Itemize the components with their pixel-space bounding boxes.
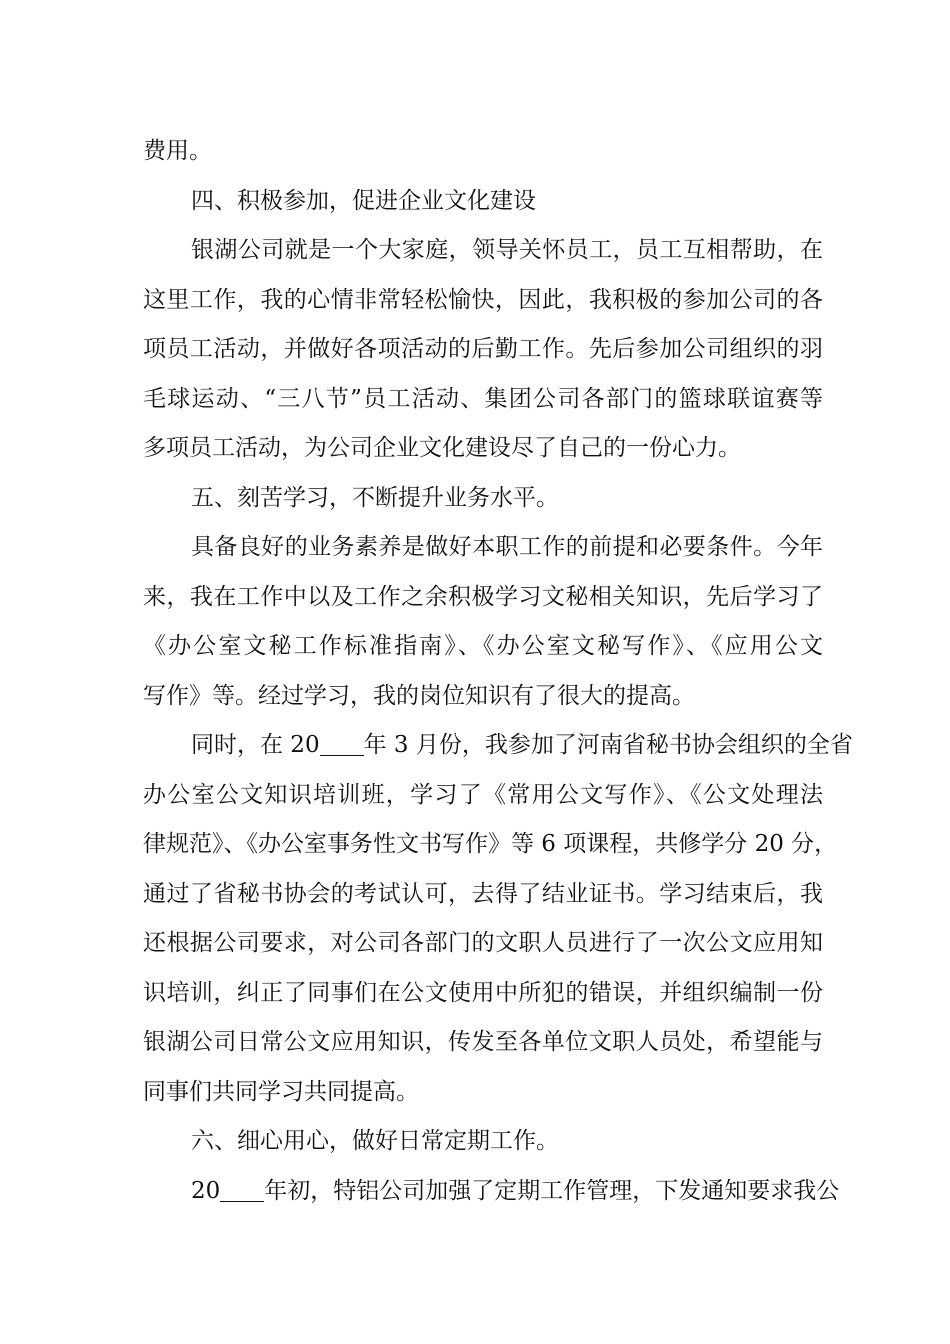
body-line: 还根据公司要求，对公司各部门的文职人员进行了一次公文应用知 (143, 930, 823, 956)
line-text-after-blank: 年初，特铝公司加强了定期工作管理，下发通知要求我公 (264, 1178, 840, 1204)
body-line: 《办公室文秘工作标准指南》、《办公室文秘写作》、《应用公文 (143, 633, 823, 659)
body-line-with-blank (191, 1171, 840, 1211)
body-line: 毛球运动、“三八节”员工活动、集团公司各部门的篮球联谊赛等 (143, 386, 823, 412)
body-line: 来，我在工作中以及工作之余积极学习文秘相关知识，先后学习了 (143, 584, 823, 610)
body-line-with-blank (191, 725, 853, 765)
body-line: 同事们共同学习共同提高。 (143, 1079, 419, 1105)
section-heading-4: 四、积极参加，促进企业文化建设 (191, 188, 536, 214)
section-heading-6: 六、细心用心，做好日常定期工作。 (191, 1128, 559, 1154)
line-text-after-blank: 年 3 月份，我参加了河南省秘书协会组织的全省 (363, 732, 853, 758)
body-line: 具备良好的业务素养是做好本职工作的前提和必要条件。今年 (191, 534, 823, 560)
body-line: 律规范》、《办公室事务性文书写作》等 6 项课程，共修学分 20 分， (143, 831, 838, 857)
body-line: 银湖公司日常公文应用知识，传发至各单位文职人员处，希望能与 (143, 1029, 823, 1055)
body-line: 多项员工活动，为公司企业文化建设尽了自己的一份心力。 (143, 435, 741, 461)
body-line: 识培训，纠正了同事们在公文使用中所犯的错误，并组织编制一份 (143, 980, 823, 1006)
body-line: 写作》等。经过学习，我的岗位知识有了很大的提高。 (143, 683, 695, 709)
fill-in-blank (320, 733, 364, 756)
body-line: 这里工作，我的心情非常轻松愉快，因此，我积极的参加公司的各 (143, 287, 823, 313)
body-line: 项员工活动，并做好各项活动的后勤工作。先后参加公司组织的羽 (143, 336, 823, 362)
fill-in-blank (220, 1179, 264, 1202)
line-text-before-blank: 20 (191, 1178, 221, 1204)
section-heading-5: 五、刻苦学习，不断提升业务水平。 (191, 485, 559, 511)
line-text-before-blank: 同时，在 20 (191, 732, 320, 758)
body-line: 通过了省秘书协会的考试认可，去得了结业证书。学习结束后，我 (143, 881, 823, 907)
paragraph-tail-line: 费用。 (143, 138, 212, 164)
body-line: 办公室公文知识培训班，学习了《常用公文写作》、《公文处理法 (143, 782, 823, 808)
body-line: 银湖公司就是一个大家庭，领导关怀员工，员工互相帮助，在 (191, 237, 823, 263)
